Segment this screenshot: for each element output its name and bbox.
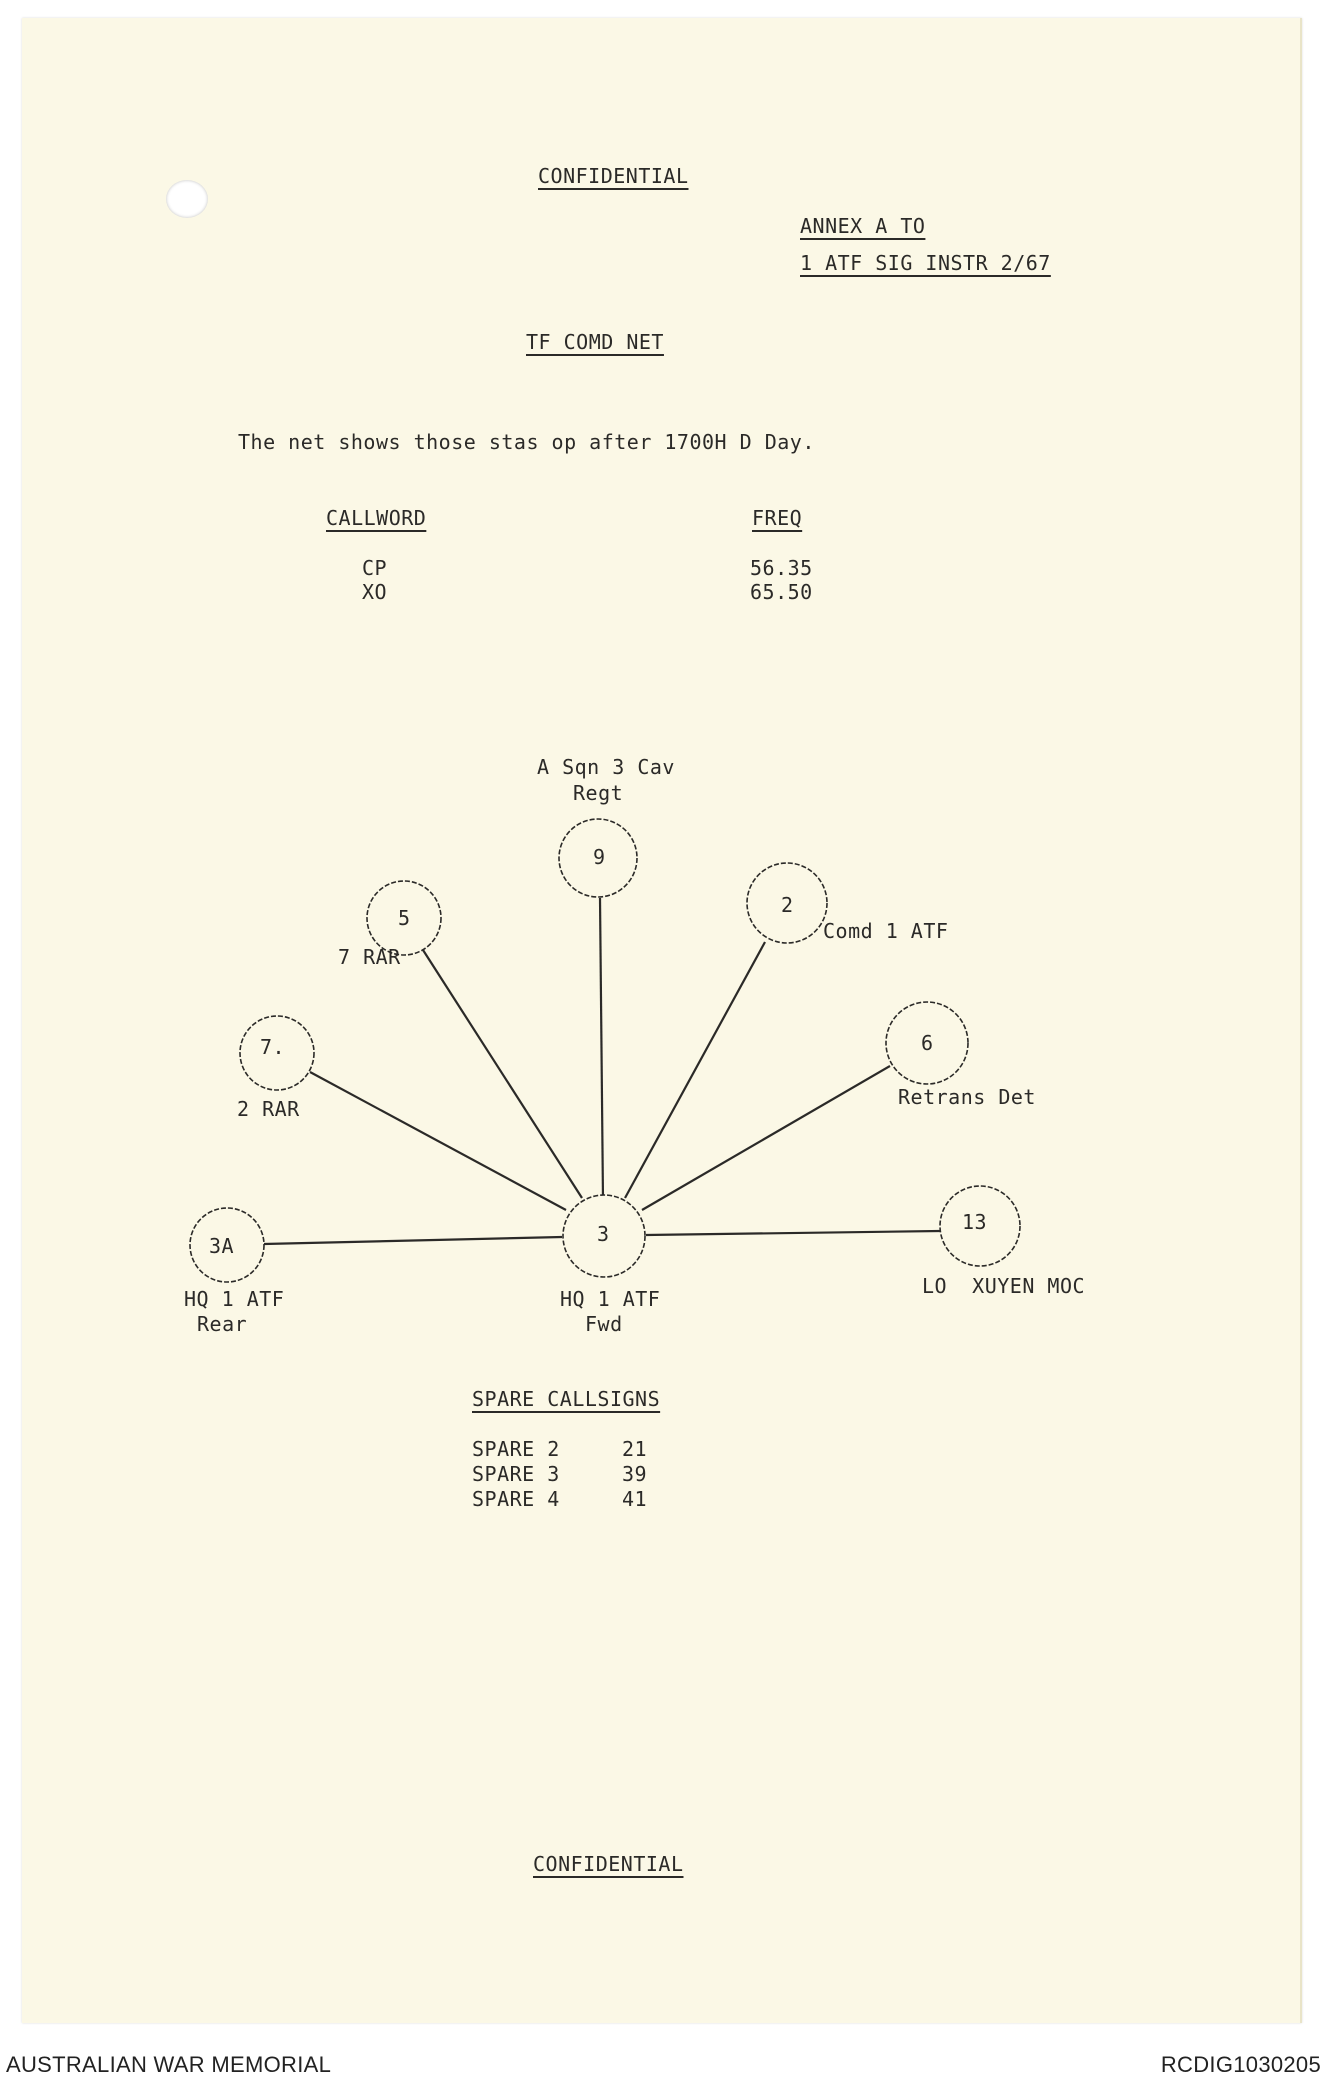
link-line (646, 1231, 940, 1235)
hub-label: HQ 1 ATF (560, 1287, 661, 1311)
freq-cell: 65.50 (750, 580, 813, 604)
link-line (423, 950, 582, 1198)
station-label: 7 RAR (338, 945, 401, 969)
link-line (264, 1237, 562, 1244)
classification-top: CONFIDENTIAL (538, 164, 689, 188)
intro-text: The net shows those stas op after 1700H D Day. (238, 430, 815, 454)
link-line (310, 1072, 566, 1210)
link-line (642, 1066, 890, 1210)
callword-cell: XO (362, 580, 388, 604)
station-label: Comd 1 ATF (823, 919, 949, 943)
freq-header: FREQ (752, 506, 803, 530)
spare-heading: SPARE CALLSIGNS (472, 1387, 661, 1411)
station-callsign: 3A (209, 1234, 235, 1258)
station-label: LO XUYEN MOC (922, 1274, 1086, 1298)
spare-name: SPARE 3 (472, 1462, 560, 1486)
spare-value: 21 (622, 1437, 648, 1461)
station-label: 2 RAR (237, 1097, 300, 1121)
hub-callsign: 3 (597, 1222, 610, 1246)
callword-cell: CP (362, 556, 388, 580)
annex-line-2: 1 ATF SIG INSTR 2/67 (800, 251, 1051, 275)
station-callsign: 13 (962, 1210, 988, 1234)
annex-line-1: ANNEX A TO (800, 214, 926, 238)
footer-id: RCDIG1030205 (1160, 2052, 1321, 2077)
station-callsign: 7. (260, 1035, 286, 1059)
station-label: Retrans Det (898, 1085, 1036, 1109)
station-label: Regt (573, 781, 624, 805)
station-label: Rear (197, 1312, 248, 1336)
document-title: TF COMD NET (526, 330, 664, 354)
callword-header: CALLWORD (326, 506, 427, 530)
footer-source: AUSTRALIAN WAR MEMORIAL (6, 2052, 332, 2077)
station-label: A Sqn 3 Cav (537, 755, 675, 779)
station-callsign: 6 (921, 1031, 934, 1055)
spare-name: SPARE 4 (472, 1487, 560, 1511)
station-callsign: 9 (593, 845, 606, 869)
station-label: HQ 1 ATF (184, 1287, 285, 1311)
classification-bottom: CONFIDENTIAL (533, 1852, 684, 1876)
freq-cell: 56.35 (750, 556, 813, 580)
link-line (600, 898, 603, 1200)
station-callsign: 5 (398, 906, 411, 930)
link-line (625, 942, 765, 1198)
spare-value: 39 (622, 1462, 648, 1486)
station-callsign: 2 (781, 893, 794, 917)
spare-value: 41 (622, 1487, 648, 1511)
spare-name: SPARE 2 (472, 1437, 560, 1461)
hub-label: Fwd (585, 1312, 623, 1336)
